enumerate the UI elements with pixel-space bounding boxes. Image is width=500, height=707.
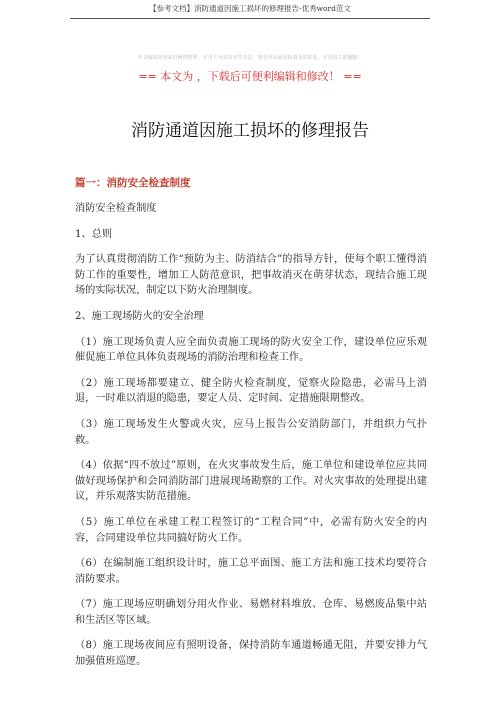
paragraph: 1、总则 [75, 228, 113, 240]
document-title: 消防通道因施工损坏的修理报告 [131, 121, 369, 141]
paragraph: （8）施工现场夜间应有照明设备，保持消防车通道畅通无阻，并要安排力气加强值班巡逻。 [75, 640, 427, 668]
paragraph: （1）施工现场负责人应全面负责施工现场的防火安全工作，建设单位应乐观催促施工单位具体负责现场的消防治理和检查工作。 [75, 336, 427, 364]
document-body [75, 175, 427, 680]
paragraph: 为了认真贯彻消防工作“预防为主、防消结合”的指导方针，使每个职工懂得消防工作的重要性，增加工人防范意识，把事故消灭在萌芽状态，现结合施工现场的实际状况，制定以下防火治理制度。 [75, 254, 427, 297]
disclaimer-text: 本文编辑内容来自网络整理，本司不为其真实性负责，如有异议或侵权请及时联系，本司将立即删除！ [137, 55, 363, 61]
paragraph: （3）施工现场发生火警或火灾，应马上报告公安消防部门，并组织力气扑救。 [75, 418, 427, 446]
section-heading: 篇一：消防安全检查制度 [75, 177, 191, 189]
document-header: 【参考文档】消防通道因施工损坏的修理报告-优秀word范文 [70, 0, 430, 19]
paragraph: （2）施工现场都要建立、健全防火检查制度，觉察火险隐患，必需马上消退，一时难以消退的隐患，要定人员、定时间、定措施限期整改。 [75, 377, 427, 405]
paragraph: （7）施工现场应明确划分用火作业、易燃材料堆放、仓库、易燃废品集中站和生活区等区域。 [75, 599, 427, 626]
paragraph: 2、施工现场防火的安全治理 [75, 310, 204, 322]
paragraph: （6）在编制施工组织设计时，施工总平面图、施工方法和施工技术均要符合消防要求。 [75, 558, 427, 585]
download-notice: == 本文为 ，下载后可便利编辑和修改！ == [138, 70, 362, 83]
paragraph: 消防安全检查制度 [75, 203, 157, 214]
paragraph: （4）依据“四不放过”原则，在火灾事故发生后，施工单位和建设单位应共同做好现场保护和会同消防部门进展现场勘察的工作。对火灾事故的处理提出建议，并乐观落实防范措施。 [75, 460, 427, 503]
paragraph: （5）施工单位在承建工程工程签订的“工程合同”中，必需有防火安全的内容，合同建设单位共同搞好防火工作。 [75, 516, 427, 544]
